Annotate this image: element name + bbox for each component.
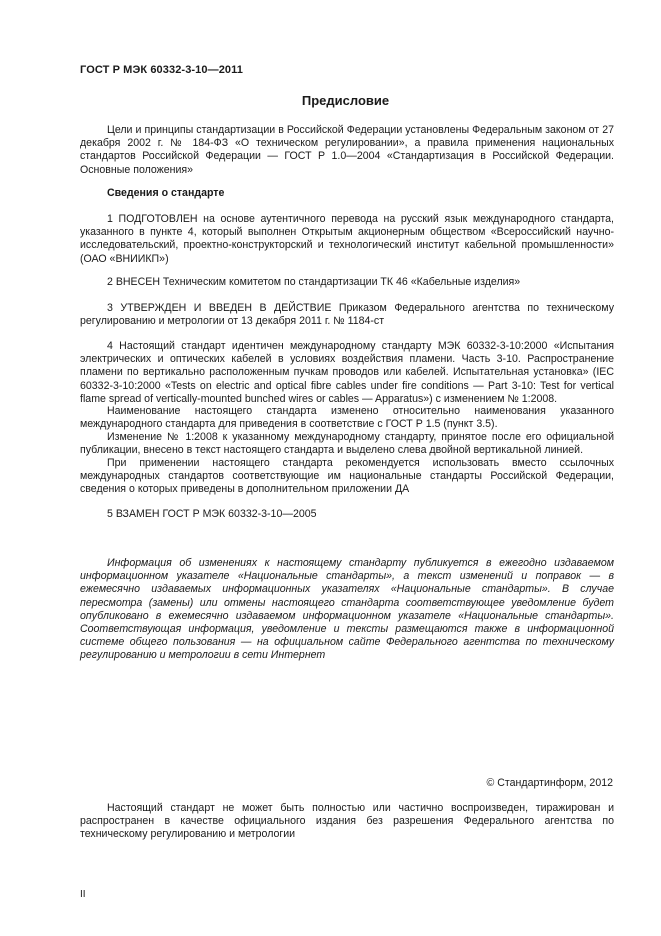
page-title: Предисловие (301, 93, 390, 108)
item-4-name-changed: Наименование настоящего стандарта изменено относительно наименования указанного международного стандарта для приведения в соответствие с ГОСТ Р 1.5 (пункт 3.5). (80, 405, 614, 431)
item-4-references: При применении настоящего стандарта рекомендуется использовать вместо ссылочных международных стандартов соответствующие им национальные стандарты Российской Федерации, сведения о которых приведены в дополнительном приложении ДА (80, 457, 614, 496)
item-1-prepared: 1 ПОДГОТОВЛЕН на основе аутентичного перевода на русский язык международного стандарта, указанного в пункте 4, который выполнен Открытым акционерным обществом «Всероссийский научно-исследовательский, проектно-конструкторский и технологический институт кабельной промышленности» (ОАО «ВНИИКП») (80, 213, 614, 265)
rights-notice: Настоящий стандарт не может быть полностью или частично воспроизведен, тиражирован и распространен в качестве официального издания без разрешения Федерального агентства по техническому регулированию и метрологии (80, 802, 614, 841)
item-3-approved: 3 УТВЕРЖДЕН И ВВЕДЕН В ДЕЙСТВИЕ Приказом Федерального агентства по техническому регулированию и метрологии от 13 декабря 2011 г. № 1184-ст (80, 302, 614, 328)
copyright-line: © Стандартинформ, 2012 (486, 777, 613, 789)
item-4-amendment: Изменение № 1:2008 к указанному международному стандарту, принятое после его официальной публикации, внесено в текст настоящего стандарта и выделено слева двойной вертикальной линией. (80, 431, 614, 457)
intro-paragraph: Цели и принципы стандартизации в Российской Федерации установлены Федеральным законом от 27 декабря 2002 г. № 184-ФЗ «О техническом регулировании», а правила применения национальных стандартов Российской Федерации — ГОСТ Р 1.0—2004 «Стандартизация в Российской Федерации. Основные положения» (80, 124, 614, 176)
item-4-identical: 4 Настоящий стандарт идентичен международному стандарту МЭК 60332-3-10:2000 «Испытания электрических и оптических кабелей в условиях воздействия пламени. Часть 3-10. Распространение пламени по вертикально расположенным пучкам проводов или кабелей. Испытательная установка» (IEC 60332-3-10:2000 «Tests on electric and optical fibre cables under fire conditions — Part 3-10: Test for vertical flame spread of vertically-mounted bunched wires or cables — Apparatus») с изменением № 1:2008. (80, 340, 614, 405)
page-number: II (80, 889, 86, 900)
item-2-introduced: 2 ВНЕСЕН Техническим комитетом по стандартизации ТК 46 «Кабельные изделия» (107, 276, 521, 288)
info-notice: Информация об изменениях к настоящему стандарту публикуется в ежегодно издаваемом информационном указателе «Национальные стандарты», а текст изменений и поправок — в ежемесячно издаваемых информационных указателях «Национальные стандарты». В случае пересмотра (замены) или отмены настоящего стандарта соответствующее уведомление будет опубликовано в ежемесячно издаваемом информационном указателе «Национальные стандарты». Соответствующая информация, уведомление и тексты размещаются также в информационной системе общего пользования — на официальном сайте Федерального агентства по техническому регулированию и метрологии в сети Интернет (80, 557, 614, 662)
document-header: ГОСТ Р МЭК 60332-3-10—2011 (80, 64, 243, 76)
about-standard-heading: Сведения о стандарте (107, 187, 225, 199)
item-5-replaces: 5 ВЗАМЕН ГОСТ Р МЭК 60332-3-10—2005 (107, 508, 317, 520)
